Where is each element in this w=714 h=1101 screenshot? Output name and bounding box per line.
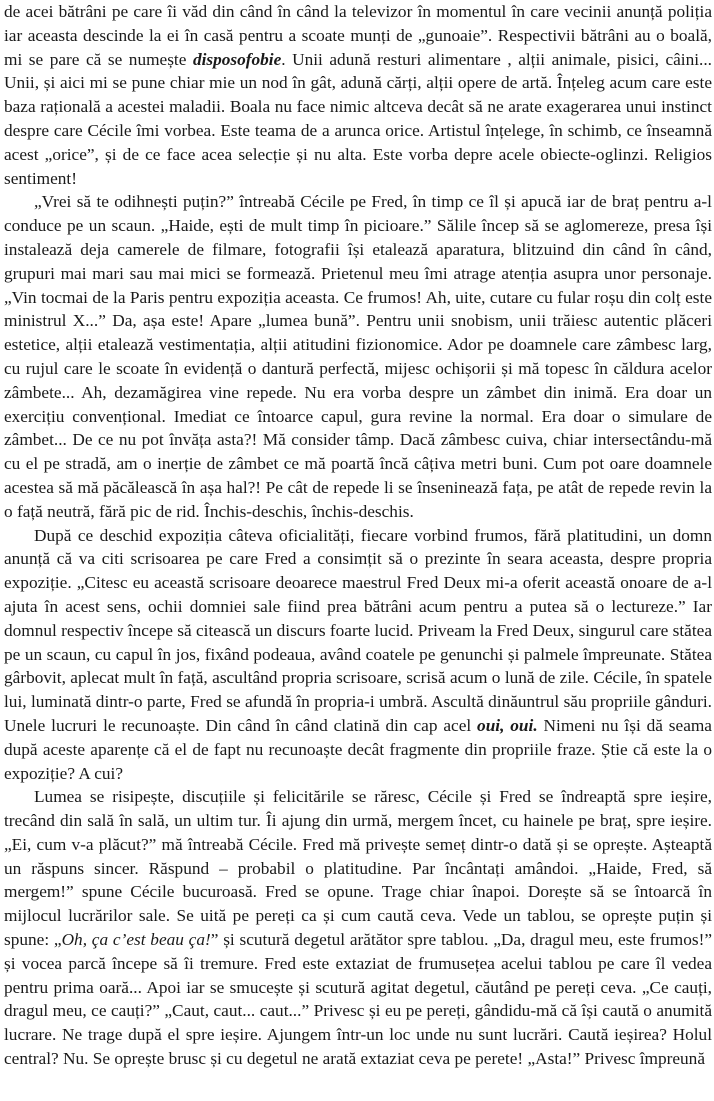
paragraph-3 (4, 524, 712, 786)
text-run: Nimeni nu își dă seama după aceste aparențe că el de fapt nu recunoaște decât fragmente din propriile fraze. Știe că este la o expoziție? A cui? (4, 715, 712, 783)
text-run: ” și scutură degetul arătător spre tablou. „Da, dragul meu, este frumos!” și vocea parcă începe să îi tremure. Fred este extaziat de frumusețea acelui tablou pe care îl vedea pentru prima oară... Apoi iar se smucește și scutură agitat degetul, căutând pe pereți ceva. „Ce cauți, dragul meu, ce cauți?” „Caut, caut... caut...” Privesc și eu pe pereți, gândidu-mă că își caută o anumită lucrare. Ne trage după el spre ieșire. Ajungem într-un loc unde nu sunt lucrări. Caută ieșirea? Holul central? Nu. Se oprește brusc și cu degetul ne arată extaziat ceva pe perete! „Asta!” Privesc împreună (4, 930, 713, 1069)
text-run: Lumea se risipește, discuțiile și felicitările se răresc, Cécile și Fred se îndreaptă spre ieșire, trecând din sală în sală, un ultim tur. Îi ajung din urmă, mergem încet, cu hainele pe braț, spre ieșire. „Ei, cum v-a plăcut?” mă întreabă Cécile. Fred mă privește semeț dintr-o dată și se oprește. Așteaptă un răspuns sincer. Răspund – probabil o platitudine. Par încântați amândoi. „Haide, Fred, să mergem!” spune Cécile bucuroasă. Fred se opune. Trage chiar înapoi. Dorește să se întoarcă în mijlocul lucrărilor sale. Se uită pe pereți ca și cum caută ceva. Vede un tablou, se oprește puțin și spune: „ (4, 787, 712, 950)
paragraph-4 (4, 785, 712, 1071)
emphasis-disposofobie: disposofobie (192, 49, 282, 69)
text-run: de acei bătrâni pe care îi văd din când în când la televizor în momentul în care vecinii anunță poliția iar aceasta descinde la ei în casă pentru a scoate munți de „gunoaie”. Respectivii bătrâni au o boală, mi se pare că se numește (4, 2, 712, 69)
emphasis-oui-oui: oui, oui. (477, 715, 538, 735)
text-run: „Vrei să te odihnești puțin?” întreabă Cécile pe Fred, în timp ce îl și apucă iar de braț pentru a-l conduce pe un scaun. „Haide, ești de mult timp în picioare.” Sălile încep să se aglomereze, presa își instalează deja camerele de filmare, fotografii își etalează aparatura, blitzuind din când în când, grupuri mai mari sau mai mici se formează. Prietenul meu îmi atrage atenția asupra unor personaje. „Vin tocmai de la Paris pentru expoziția aceasta. Ce frumos! Ah, uite, cutare cu fular roșu din colț este ministrul X...” Da, așa este! Apare „lumea bună”. Pentru unii snobism, unii trăiesc autentic plăceri estetice, alții etalează vestimentația, alții atitudini fizionomice. Ador pe doamnele care zâmbesc larg, cu rujul care le scoate în evidență o dantură perfectă, mijesc ochișorii și mă topesc în căldura acelor zâmbete... Ah, dezamăgirea vine repede. Nu era vorba despre un zâmbet din inimă. Era doar un exercițiu convențional. Imediat ce întoarce capul, gura revine la normal. Era doar o simulare de zâmbet... De ce nu pot învăța asta?! Mă consider tâmp. Dacă zâmbesc cuiva, chiar intersectându-mă cu el pe stradă, am o inerție de zâmbet ce mă poartă încă câțiva metri buni. Cum pot oare doamnele acestea să mă păcălească în așa hal?! Pe cât de repede li se înseninează fața, pe atât de repede revin la o față neutră, fără pic de rid. Închis-deschis, închis-deschis. (4, 192, 712, 521)
paragraph-1 (4, 0, 712, 190)
paragraph-2 (4, 190, 712, 523)
text-run: . Unii adună resturi alimentare , alții animale, pisici, câini... Unii, și aici mi se pune chiar mie un nod în gât, adună cărți, alții opere de artă. Înțeleg acum care este baza rațională a acestei maladii. Boala nu face nimic altceva decât să ne arate exagerarea unui instinct despre care Cécile îmi vorbea. Este teama de a arunca orice. Artistul înțelege, în schimb, ce înseamnă acest „orice”, și de ce face acea selecție și nu alta. Este vorba depre acele obiecte-oglinzi. Religios sentiment! (4, 49, 713, 188)
emphasis-quote-french: Oh, ça c’est beau ça! (61, 930, 211, 950)
text-run: După ce deschid expoziția câteva oficialități, fiecare vorbind frumos, fără platitudini, un domn anunță că va citi scrisoarea pe care Fred a consimțit să o prezinte în seara aceasta, despre propria expoziție. „Citesc eu această scrisoare deoarece maestrul Fred Deux mi-a oferit această onoare de a-l ajuta în acest sens, ochii domniei sale fiind prea bătrâni acum pentru a putea să o lectureze.” Iar domnul respectiv începe să citească un discurs foarte lucid. Priveam la Fred Deux, singurul care stătea pe un scaun, cu capul în jos, fixând podeaua, având coatele pe genunchi și palmele împreunate. Stătea gârbovit, aplecat mult în față, ascultând propria scrisoare, scrisă acum o lună de zile. Cécile, în spatele lui, luminată dintr-o parte, Fred se afundă în propria-i umbră. Ascultă dinăuntrul său propriile gânduri. Unele lucruri le recunoaște. Din când în când clatină din cap acel (4, 525, 712, 735)
